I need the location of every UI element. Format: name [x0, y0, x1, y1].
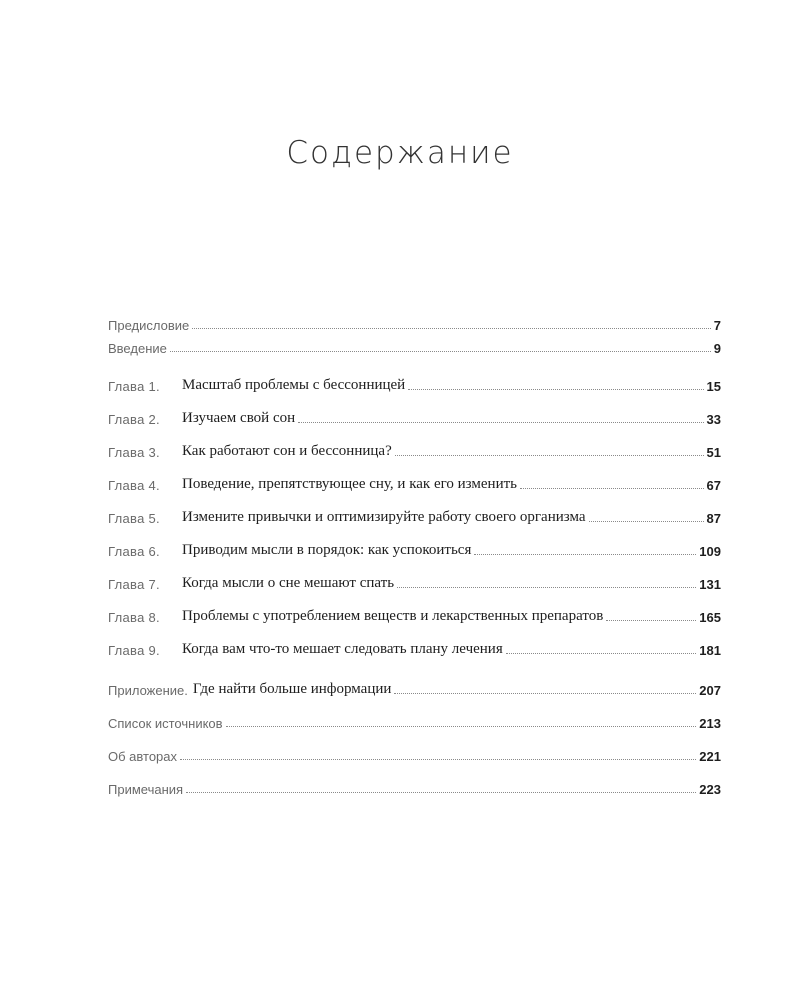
dot-leader	[298, 422, 703, 423]
toc-entry-chapter-6[interactable]	[108, 537, 721, 559]
dot-leader	[170, 351, 711, 352]
chapter-label: Глава 1.	[108, 379, 160, 394]
dot-leader	[520, 488, 704, 489]
chapter-title: Когда мысли о сне мешают спать	[182, 575, 395, 591]
toc-entry-chapter-5[interactable]	[108, 504, 721, 526]
toc-entry-appendix[interactable]	[108, 676, 721, 698]
page-number: 223	[699, 782, 721, 797]
dot-leader	[506, 653, 697, 654]
dot-leader	[474, 554, 696, 555]
chapter-label: Глава 6.	[108, 544, 160, 559]
dot-leader	[186, 792, 696, 793]
page-number: 165	[699, 610, 721, 625]
toc-entry-chapter-4[interactable]	[108, 471, 721, 493]
page-number: 67	[706, 478, 721, 493]
page-number: 7	[713, 318, 721, 333]
page-title: Содержание	[286, 135, 514, 171]
entry-title: Список источников	[108, 716, 223, 731]
entry-title: Об авторах	[108, 749, 178, 764]
toc-entry-about-authors[interactable]	[108, 742, 721, 764]
dot-leader	[192, 328, 711, 329]
chapter-title: Поведение, препятствующее сну, и как его изменить	[182, 476, 517, 492]
page-number: 87	[706, 511, 721, 526]
chapter-label: Глава 4.	[108, 478, 160, 493]
entry-title: Предисловие	[108, 318, 190, 333]
entry-title: Примечания	[108, 782, 184, 797]
appendix-title: Где найти больше информации	[192, 681, 392, 697]
page-number: 51	[706, 445, 721, 460]
chapter-title: Измените привычки и оптимизируйте работу своего организма	[182, 509, 586, 525]
entry-title: Введение	[108, 341, 167, 356]
toc-entry-preface[interactable]	[108, 311, 721, 333]
page-number: 131	[699, 577, 721, 592]
page-number: 109	[699, 544, 721, 559]
toc-entry-chapter-1[interactable]	[108, 372, 721, 394]
appendix-label: Приложение.	[108, 683, 188, 698]
chapter-title: Когда вам что-то мешает следовать плану лечения	[182, 641, 503, 657]
toc-entry-introduction[interactable]	[108, 334, 721, 356]
page-number: 213	[699, 716, 721, 731]
toc-entry-chapter-8[interactable]	[108, 603, 721, 625]
page-number: 221	[699, 749, 721, 764]
dot-leader	[394, 693, 696, 694]
toc-entry-chapter-3[interactable]	[108, 438, 721, 460]
dot-leader	[180, 759, 696, 760]
dot-leader	[606, 620, 696, 621]
chapter-label: Глава 8.	[108, 610, 160, 625]
chapter-title: Изучаем свой сон	[182, 410, 296, 426]
page-number: 33	[706, 412, 721, 427]
chapter-label: Глава 2.	[108, 412, 160, 427]
toc-entry-notes[interactable]	[108, 775, 721, 797]
page-number: 207	[699, 683, 721, 698]
page-number: 181	[699, 643, 721, 658]
toc-entry-chapter-9[interactable]	[108, 636, 721, 658]
toc-entry-chapter-2[interactable]	[108, 405, 721, 427]
dot-leader	[226, 726, 697, 727]
chapter-title: Проблемы с употреблением веществ и лекарственных препаратов	[182, 608, 604, 624]
dot-leader	[408, 389, 703, 390]
page-number: 9	[713, 341, 721, 356]
chapter-label: Глава 7.	[108, 577, 160, 592]
chapter-title: Масштаб проблемы с бессонницей	[182, 377, 406, 393]
dot-leader	[397, 587, 696, 588]
chapter-title: Как работают сон и бессонница?	[182, 443, 392, 459]
toc-entry-references[interactable]	[108, 709, 721, 731]
chapter-label: Глава 5.	[108, 511, 160, 526]
dot-leader	[589, 521, 704, 522]
chapter-label: Глава 9.	[108, 643, 160, 658]
page-number: 15	[706, 379, 721, 394]
chapter-title: Приводим мысли в порядок: как успокоиться	[182, 542, 472, 558]
chapter-label: Глава 3.	[108, 445, 160, 460]
toc-entry-chapter-7[interactable]	[108, 570, 721, 592]
dot-leader	[395, 455, 704, 456]
